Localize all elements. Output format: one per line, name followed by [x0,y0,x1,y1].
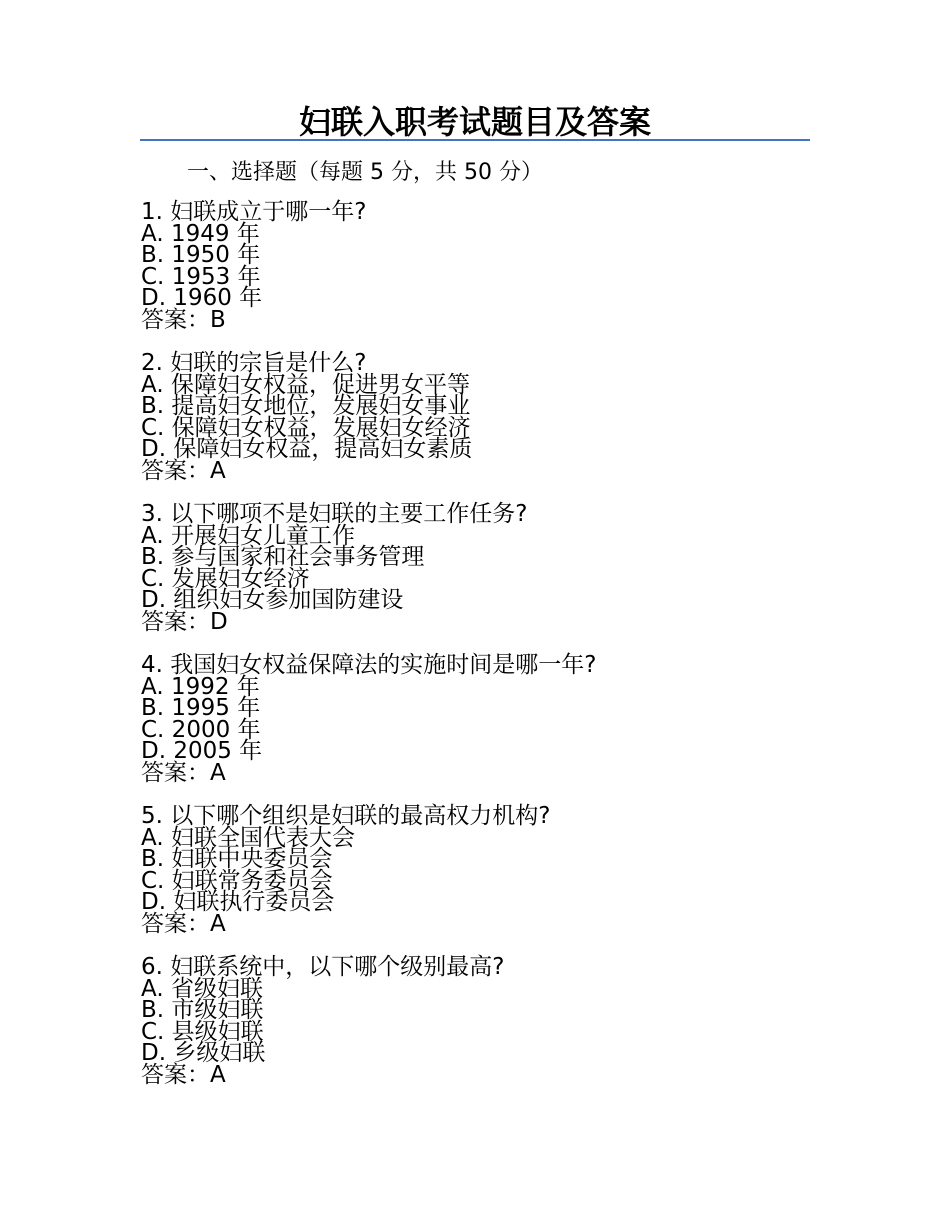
option-c: C. 2000 年 [141,716,261,743]
option-a: A. 妇联全国代表大会 [141,824,355,851]
question-list [141,199,801,1108]
option-b: B. 1950 年 [141,242,261,268]
answer-line: 答案：A [141,457,226,484]
option-d: D. 妇联执行委员会 [141,889,335,915]
question-3 [141,501,801,635]
question-stem: 2. 妇联的宗旨是什么? [141,350,367,376]
option-b: B. 市级妇联 [141,997,264,1023]
option-c: C. 妇联常务委员会 [141,867,333,894]
question-stem: 4. 我国妇女权益保障法的实施时间是哪一年? [141,652,597,678]
answer-line: 答案：A [141,910,226,937]
answer-line: 答案：A [141,1061,226,1088]
option-b: B. 提高妇女地位，发展妇女事业 [141,393,471,419]
answer-line: 答案：D [141,608,228,635]
question-4 [141,652,801,786]
section-heading: 一、选择题（每题 5 分，共 50 分） [187,160,543,185]
option-d: D. 2005 年 [141,738,263,764]
option-d: D. 保障妇女权益，提高妇女素质 [141,436,473,462]
option-c: C. 保障妇女权益，发展妇女经济 [141,414,471,441]
option-c: C. 1953 年 [141,263,261,290]
document-title: 妇联入职考试题目及答案 [298,103,651,141]
question-stem: 6. 妇联系统中，以下哪个级别最高? [141,954,505,980]
answer-line: 答案：A [141,759,226,786]
option-a: A. 1992 年 [141,673,260,700]
question-stem: 1. 妇联成立于哪一年? [141,199,367,225]
option-d: D. 1960 年 [141,285,263,311]
option-c: C. 发展妇女经济 [141,565,310,592]
option-a: A. 开展妇女儿童工作 [141,522,355,549]
answer-line: 答案：B [141,306,226,333]
option-b: B. 妇联中央委员会 [141,846,333,872]
option-b: B. 1995 年 [141,695,261,721]
title-underline [140,139,810,141]
question-1 [141,199,801,333]
question-stem: 5. 以下哪个组织是妇联的最高权力机构? [141,803,551,829]
option-a: A. 省级妇联 [141,975,263,1002]
question-2 [141,350,801,484]
option-b: B. 参与国家和社会事务管理 [141,544,425,570]
option-a: A. 保障妇女权益，促进男女平等 [141,371,470,398]
option-d: D. 乡级妇联 [141,1040,266,1066]
question-5 [141,803,801,937]
option-d: D. 组织妇女参加国防建设 [141,587,404,613]
option-c: C. 县级妇联 [141,1018,264,1045]
option-a: A. 1949 年 [141,220,260,247]
question-6 [141,954,801,1088]
question-stem: 3. 以下哪项不是妇联的主要工作任务? [141,501,528,527]
